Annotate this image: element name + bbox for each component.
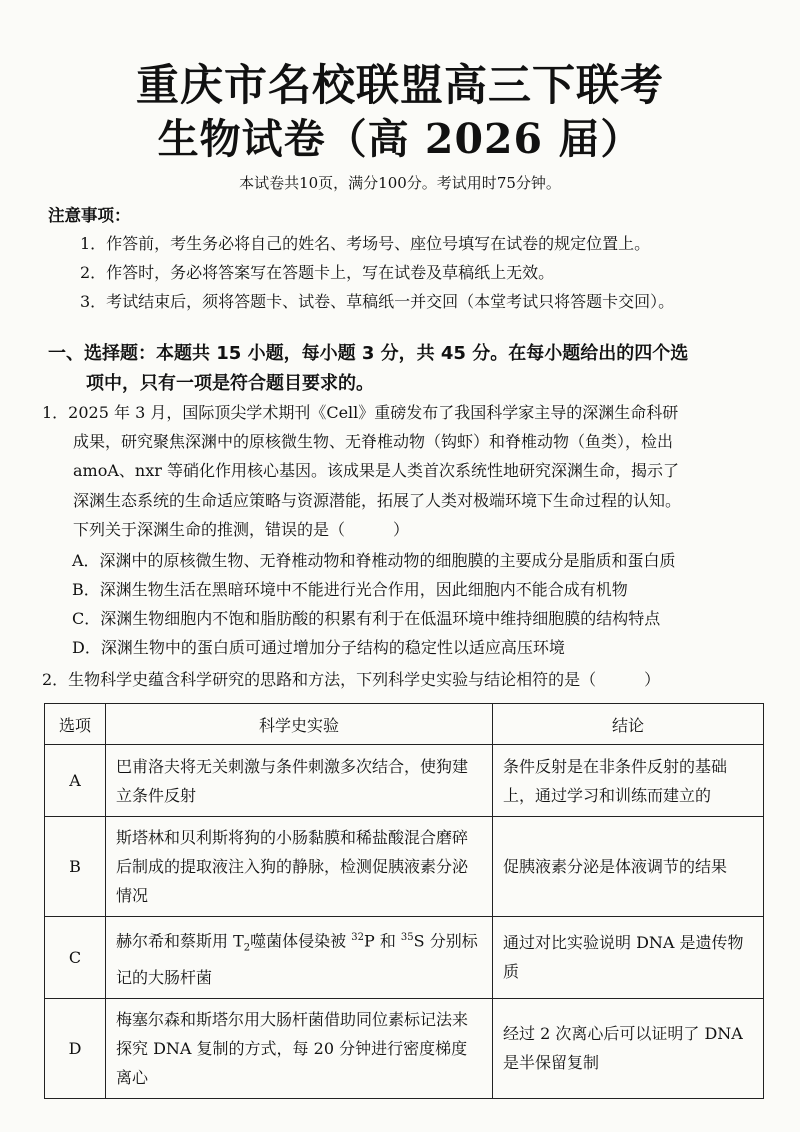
- table-row: [45, 998, 764, 1098]
- question-2-stem: 2．生物科学史蕴含科学研究的思路和方法，下列科学史实验与结论相符的是（ ）: [42, 670, 661, 689]
- question-line: amoA、nxr 等硝化作用核心基因。该成果是人类首次系统性地研究深渊生命，揭示了: [73, 461, 679, 481]
- question-line: 深渊生态系统的生命适应策略与资源潜能，拓展了人类对极端环境下生命过程的认知。: [73, 490, 682, 510]
- exp-text: P 和: [363, 931, 401, 951]
- question-1-option-b: B．深渊生物生活在黑暗环境中不能进行光合作用，因此细胞内不能合成有机物: [72, 580, 628, 599]
- table-header-option: 选项: [45, 704, 106, 745]
- exp-text: S 分别标记的大肠杆菌: [116, 931, 478, 987]
- table-row: [45, 917, 764, 999]
- row-conclusion: 促胰液素分泌是体液调节的结果: [493, 817, 764, 917]
- row-conclusion: 经过 2 次离心后可以证明了 DNA 是半保留复制: [493, 998, 764, 1098]
- row-option: B: [45, 817, 106, 917]
- section-heading-line: 项中，只有一项是符合题目要求的。: [86, 373, 374, 394]
- question-line: 成果，研究聚焦深渊中的原核微生物、无脊椎动物（钩虾）和脊椎动物（鱼类），检出: [73, 432, 674, 452]
- question-1-option-a: A．深渊中的原核微生物、无脊椎动物和脊椎动物的细胞膜的主要成分是脂质和蛋白质: [72, 551, 676, 570]
- row-experiment: [106, 917, 493, 999]
- row-conclusion: 条件反射是在非条件反射的基础上，通过学习和训练而建立的: [493, 745, 764, 817]
- exp-text: 噬菌体侵染被: [250, 931, 352, 951]
- table-header-row: [45, 704, 764, 745]
- table-row: [45, 817, 764, 917]
- notice-item: 2．作答时，务必将答案写在答题卡上，写在试卷及草稿纸上无效。: [80, 263, 555, 282]
- table-header-conclusion: 结论: [493, 704, 764, 745]
- section-heading-line: 一、选择题：本题共 15 小题，每小题 3 分，共 45 分。在每小题给出的四个选: [48, 343, 689, 364]
- question-line: 1．2025 年 3 月，国际顶尖学术期刊《Cell》重磅发布了我国科学家主导的深渊生命科研: [42, 403, 679, 422]
- row-experiment: 梅塞尔森和斯塔尔用大肠杆菌借助同位素标记法来探究 DNA 复制的方式，每 20 分钟进行密度梯度离心: [106, 998, 493, 1098]
- row-conclusion: 通过对比实验说明 DNA 是遗传物质: [493, 917, 764, 999]
- exp-superscript: 32: [351, 932, 364, 943]
- table-row: [45, 745, 764, 817]
- exp-superscript: 35: [400, 932, 414, 943]
- question-1-option-d: D．深渊生物中的蛋白质可通过增加分子结构的稳定性以适应高压环境: [72, 638, 565, 657]
- row-experiment: 巴甫洛夫将无关刺激与条件刺激多次结合，使狗建立条件反射: [106, 745, 493, 817]
- section-heading: [48, 339, 760, 399]
- row-option: A: [45, 745, 106, 817]
- exam-subject-title: 生物试卷（高 2026 届）: [157, 115, 643, 163]
- notice-item: 3．考试结束后，须将答题卡、试卷、草稿纸一并交回（本堂考试只将答题卡交回）。: [80, 292, 675, 311]
- exp-subscript: 2: [243, 942, 251, 954]
- question-2-table: [44, 703, 764, 1099]
- table-header-experiment: 科学史实验: [106, 704, 493, 745]
- exam-title: 重庆市名校联盟高三下联考: [136, 61, 664, 111]
- row-experiment: 斯塔林和贝利斯将狗的小肠黏膜和稀盐酸混合磨碎后制成的提取液注入狗的静脉，检测促胰液素分泌情况: [106, 817, 493, 917]
- exam-info: 本试卷共10页，满分100分。考试用时75分钟。: [239, 174, 561, 192]
- exp-text: 赫尔希和蔡斯用 T: [116, 931, 244, 951]
- question-1-stem: [42, 398, 760, 544]
- row-option: C: [45, 917, 106, 999]
- question-line: 下列关于深渊生命的推测，错误的是（ ）: [73, 519, 410, 539]
- notice-heading: 注意事项：: [48, 206, 131, 225]
- question-1-option-c: C．深渊生物细胞内不饱和脂肪酸的积累有利于在低温环境中维持细胞膜的结构特点: [72, 609, 661, 628]
- row-option: D: [45, 998, 106, 1098]
- notice-item: 1．作答前，考生务必将自己的姓名、考场号、座位号填写在试卷的规定位置上。: [80, 234, 651, 253]
